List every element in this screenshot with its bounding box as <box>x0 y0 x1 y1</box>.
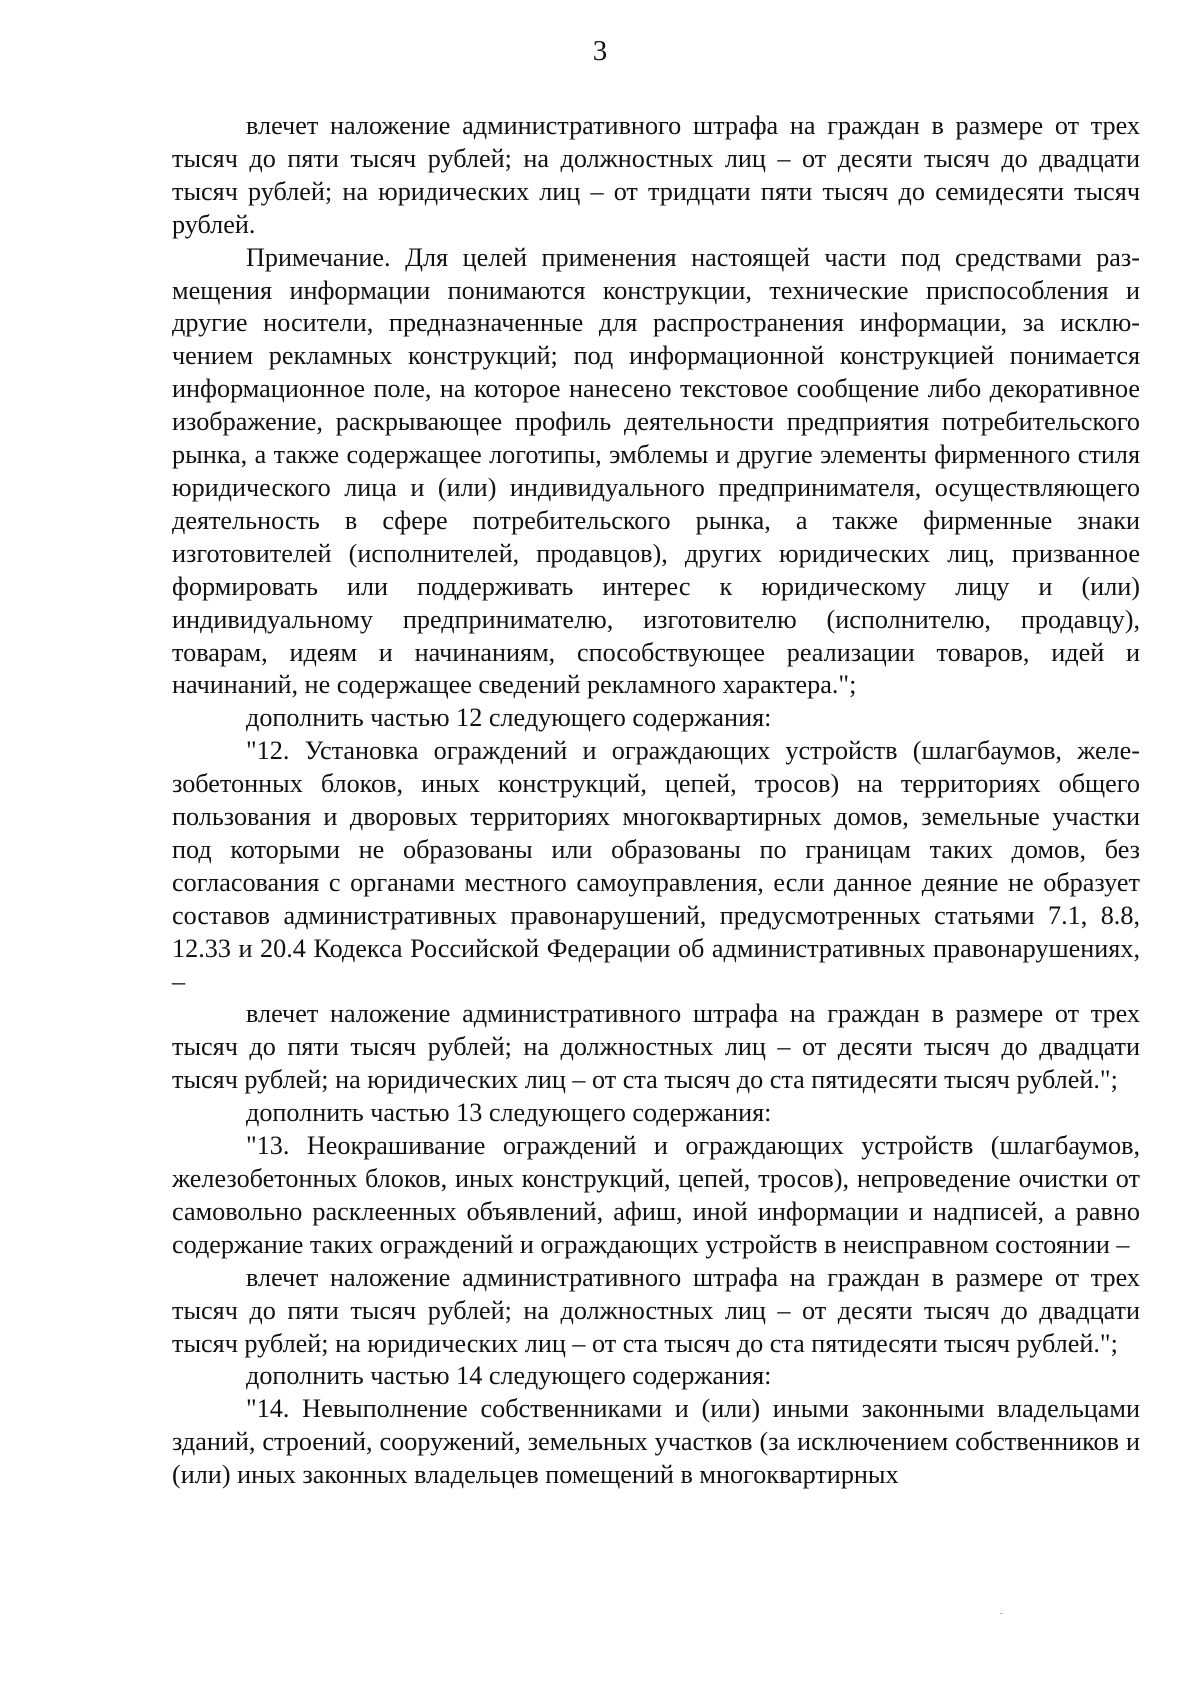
paragraph-part-12-text: "12. Установка ограждений и ограждающих устройств (шлагбаумов, железобетонных блоков, иных конструкций, цепей, тросов) на территориях общего пользования и дворовых территориях многоквартирных домов, земельные участки под которыми не образованы или образованы по границам таких домов, без согласования с органами местного самоуправления, если данное деяние не образует составов административных правонарушений, предусмотренных статьями 7.1, 8.8, 12.33 и 20.4 Кодекса Российской Федерации об административных правонарушениях, – <box>172 736 1140 996</box>
page-number: 3 <box>592 35 608 67</box>
paragraph-part-12-penalty: влечет наложение административного штрафа на граждан в размере от трех тысяч до пяти тысяч рублей; на должностных лиц – от десяти тысяч до двадцати тысяч рублей; на юридических лиц – от ста тысяч до ста пятидесяти тысяч рублей."; <box>172 999 1140 1095</box>
scan-speck <box>1000 1613 1003 1614</box>
paragraph-amend-part-12: дополнить частью 12 следующего содержания: <box>246 703 772 733</box>
paragraph-amend-part-14: дополнить частью 14 следующего содержания: <box>246 1361 772 1391</box>
paragraph-amend-part-13: дополнить частью 13 следующего содержания: <box>246 1098 772 1128</box>
paragraph-part-14-text: "14. Невыполнение собственниками и (или) иными законными владельцами зданий, строений, сооружений, земельных участков (за исключением собственников и (или) иных законных владельцев помещений в многоквартирных <box>172 1394 1140 1490</box>
paragraph-fine-penalty-part-11: влечет наложение административного штрафа на граждан в размере от трех тысяч до пяти тысяч рублей; на должностных лиц – от десяти тысяч до двадцати тысяч рублей; на юридических лиц – от тридцати пяти тысяч до семидесяти тысяч рублей. <box>172 111 1140 239</box>
document-body <box>172 110 1140 1492</box>
paragraph-note-definitions: Примечание. Для целей применения настоящей части под средствами размещения информации понимаются конструкции, технические приспособления и другие носители, предназначенные для распространения информации, за исключением рекламных конструкций; под информационной конструкцией понимается информационное поле, на которое нанесено текстовое сообщение либо декоративное изображение, раскрывающее профиль деятельности предприятия потребительского рынка, а также содержащее логотипы, эмблемы и другие элементы фирменного стиля юридического лица и (или) индивидуального предпринимателя, осуществляющего деятельность в сфере потребительского рынка, а также фирменные знаки изготовителей (исполнителей, продавцов), других юридических лиц, призванное формировать или поддерживать интерес к юридическому лицу и (или) индивидуальному предпринимателю, изготовителю (исполнителю, продавцу), товарам, идеям и начинаниям, способствующее реализации товаров, идей и начинаний, не содержащее сведений рекламного характера."; <box>172 242 1140 700</box>
paragraph-part-13-text: "13. Неокрашивание ограждений и ограждающих устройств (шлагбаумов, железобетонных блоков, иных конструкций, цепей, тросов), непроведение очистки от самовольно расклеенных объявлений, афиш, иной информации и надписей, а равно содержание таких ограждений и ограждающих устройств в неисправном состоянии – <box>172 1131 1140 1259</box>
paragraph-part-13-penalty: влечет наложение административного штрафа на граждан в размере от трех тысяч до пяти тысяч рублей; на должностных лиц – от десяти тысяч до двадцати тысяч рублей; на юридических лиц – от ста тысяч до ста пятидесяти тысяч рублей."; <box>172 1262 1140 1358</box>
